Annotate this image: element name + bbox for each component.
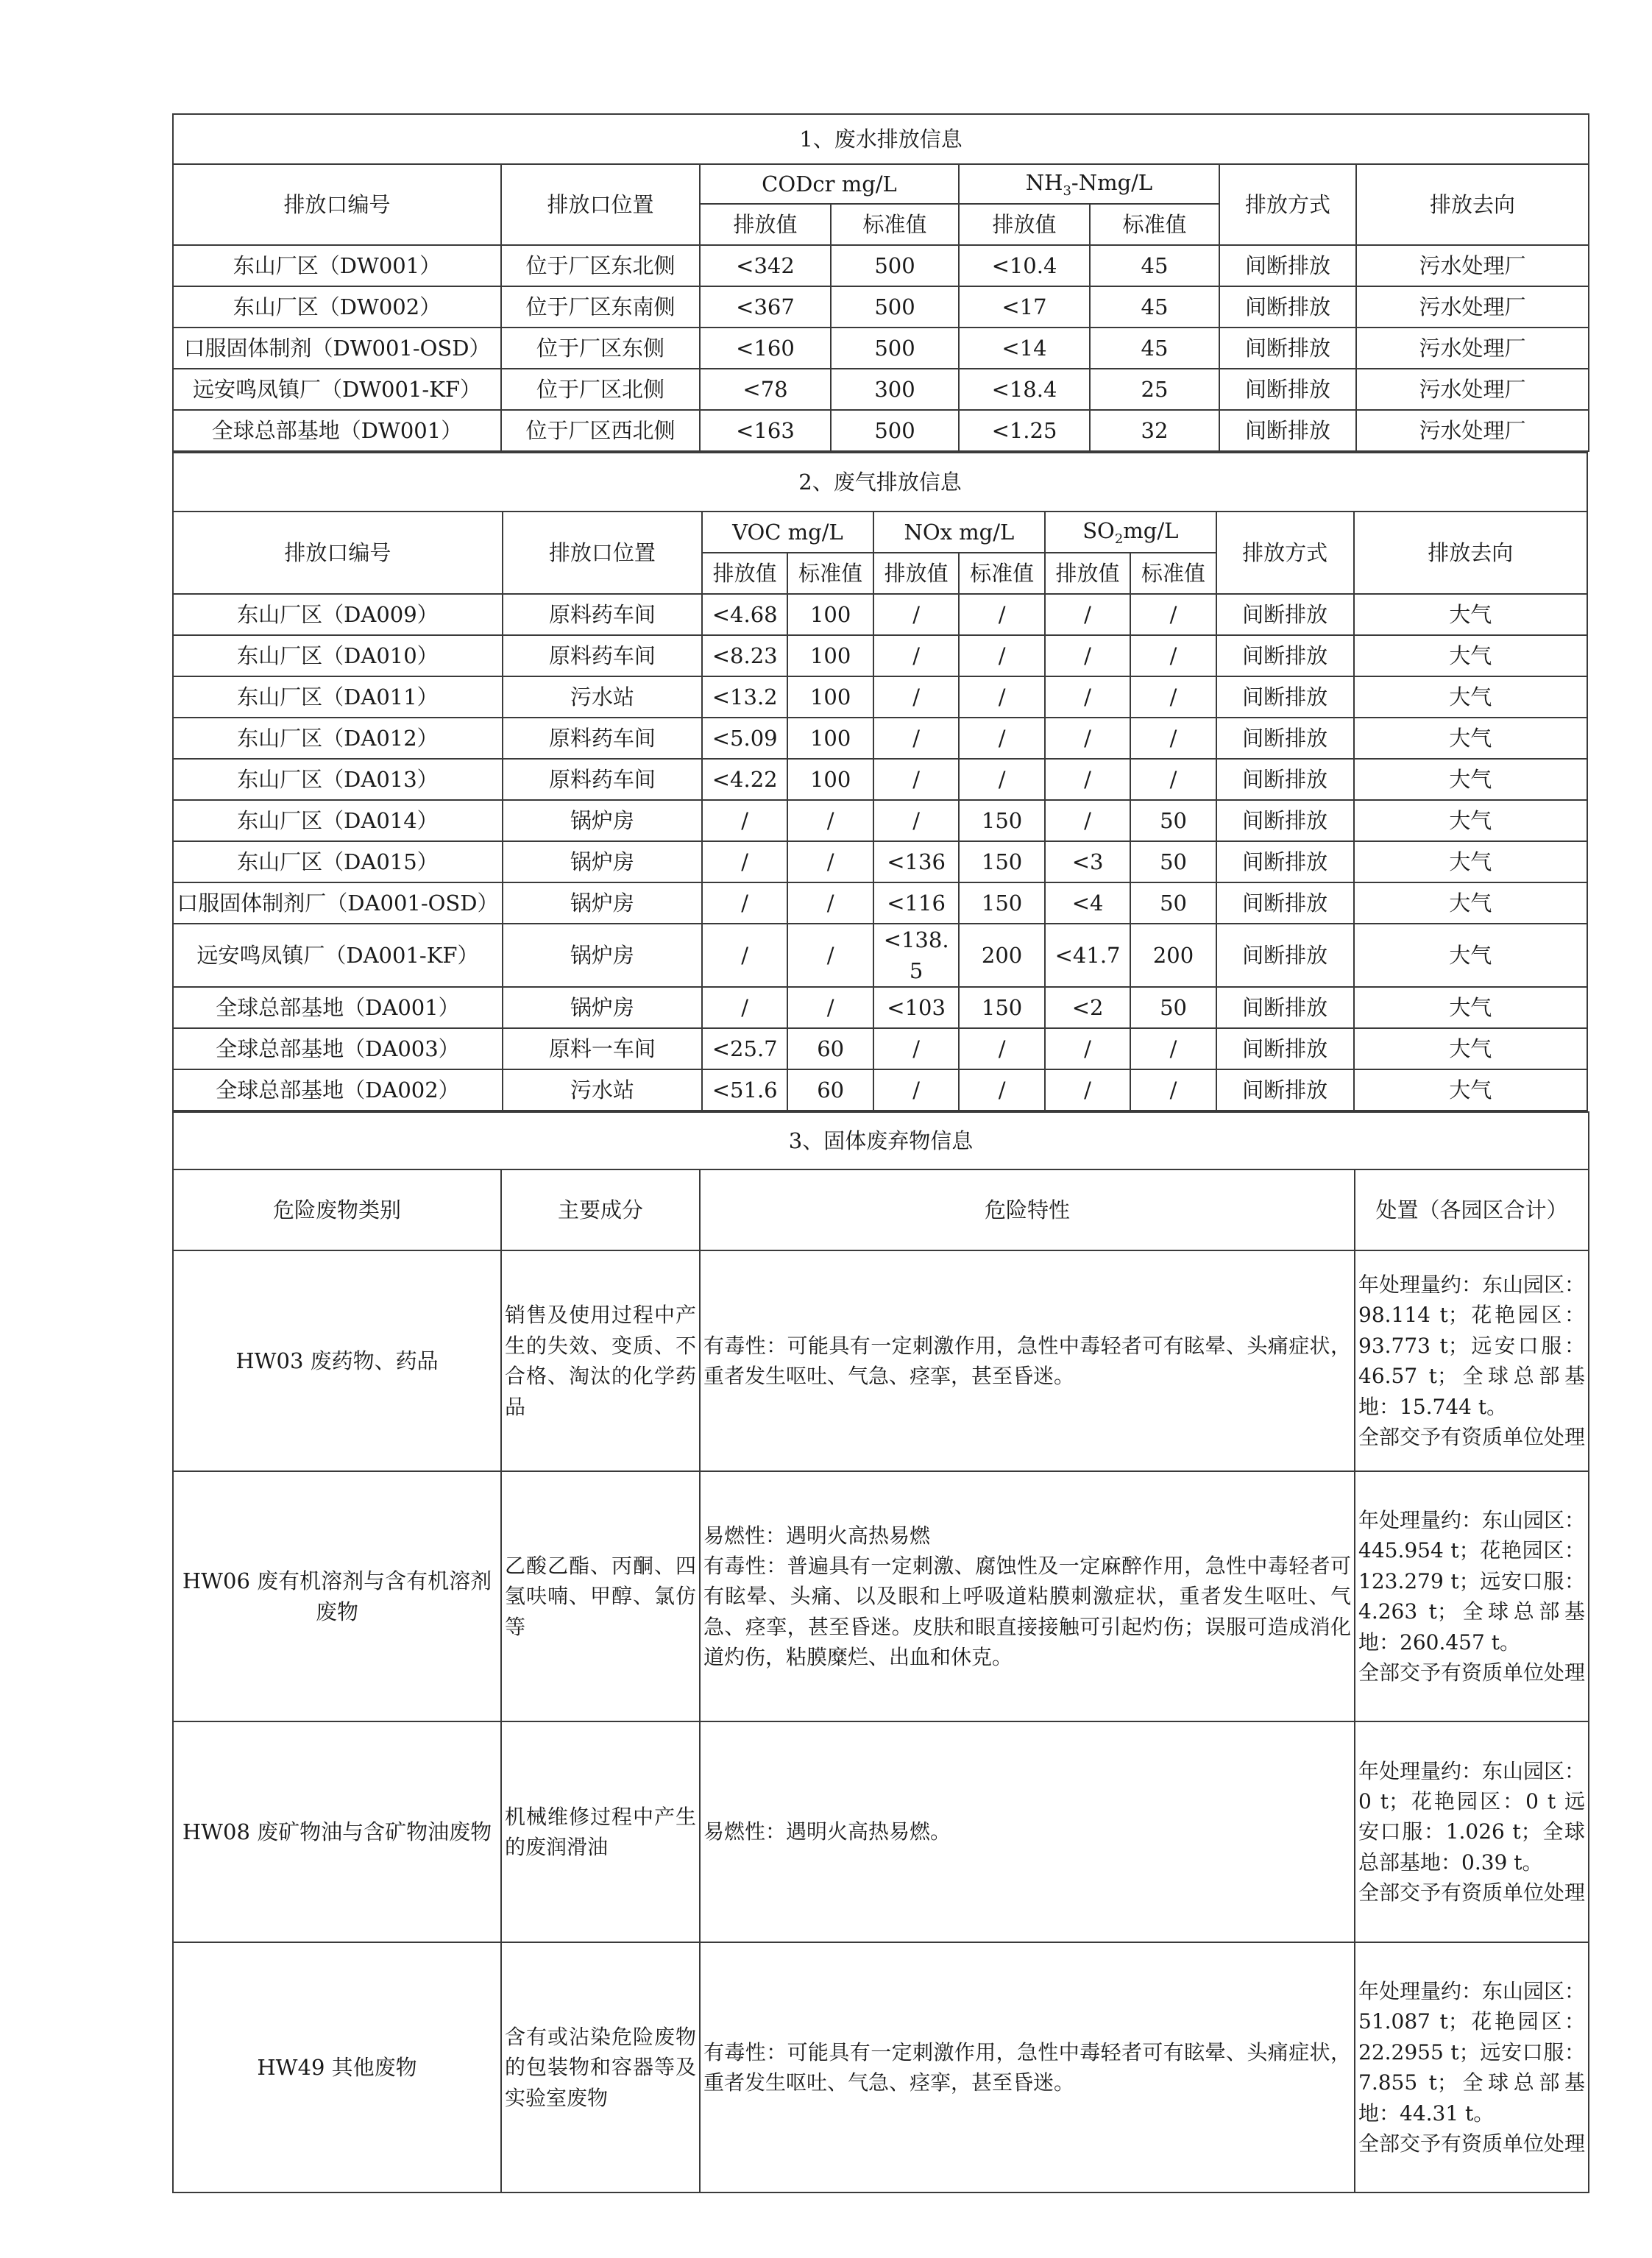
- ww-destination: 污水处理厂: [1356, 369, 1589, 410]
- ww-outlet-id: 远安鸣凤镇厂（DW001-KF）: [173, 369, 501, 410]
- emission-document: [172, 113, 1588, 2193]
- ex-nox-emission: /: [873, 635, 959, 676]
- ex-outlet-id: 口服固体制剂厂（DA001-OSD）: [173, 882, 503, 924]
- ex-nox-emission: <138.5: [873, 924, 959, 987]
- sw-hazard: [700, 1250, 1355, 1471]
- ex-outlet-location: 原料一车间: [503, 1028, 702, 1069]
- table-row: [173, 1471, 1589, 1721]
- ex-so2-standard: /: [1130, 635, 1216, 676]
- ex-voc-emission: <4.68: [702, 594, 787, 635]
- ww-header-mode: 排放方式: [1219, 164, 1356, 245]
- ex-voc-emission: /: [702, 800, 787, 841]
- ww-destination: 污水处理厂: [1356, 245, 1589, 286]
- sw-composition: 含有或沾染危险废物的包装物和容器等及实验室废物: [501, 1942, 700, 2192]
- ex-so2-emission: /: [1045, 1028, 1130, 1069]
- ex-mode: 间断排放: [1216, 882, 1354, 924]
- ex-mode: 间断排放: [1216, 718, 1354, 759]
- solid-waste-table: [172, 1111, 1589, 2193]
- ex-destination: 大气: [1354, 882, 1587, 924]
- ww-destination: 污水处理厂: [1356, 410, 1589, 451]
- ex-outlet-location: 锅炉房: [503, 924, 702, 987]
- ex-voc-standard: 60: [787, 1069, 873, 1111]
- ex-mode: 间断排放: [1216, 1028, 1354, 1069]
- ex-voc-standard: /: [787, 800, 873, 841]
- ww-destination: 污水处理厂: [1356, 286, 1589, 328]
- ww-cod-emission: <342: [700, 245, 831, 286]
- ex-voc-emission: /: [702, 841, 787, 882]
- ex-outlet-location: 锅炉房: [503, 800, 702, 841]
- ex-voc-emission: /: [702, 987, 787, 1028]
- ww-nh3-emission: <18.4: [959, 369, 1090, 410]
- ww-header-outlet-location: 排放口位置: [501, 164, 700, 245]
- ex-so2-emission: <3: [1045, 841, 1130, 882]
- ex-so2-emission: /: [1045, 635, 1130, 676]
- ex-nox-standard: 200: [959, 924, 1044, 987]
- ww-cod-emission: <367: [700, 286, 831, 328]
- ex-header-voc-standard: 标准值: [787, 553, 873, 594]
- ex-voc-emission: <25.7: [702, 1028, 787, 1069]
- sw-disposal-amount: 年处理量约：东山园区：0 t；花艳园区：0 t 远安口服：1.026 t；全球总部基地：0.39 t。: [1358, 1758, 1586, 1875]
- ex-nox-standard: /: [959, 718, 1044, 759]
- ex-so2-emission: /: [1045, 718, 1130, 759]
- ex-destination: 大气: [1354, 800, 1587, 841]
- ex-nox-standard: /: [959, 1028, 1044, 1069]
- sw-disposal-amount: 年处理量约：东山园区：445.954 t；花艳园区：123.279 t；远安口服：4.263 t；全球总部基地：260.457 t。: [1358, 1507, 1586, 1654]
- ex-outlet-location: 污水站: [503, 1069, 702, 1111]
- ex-destination: 大气: [1354, 924, 1587, 987]
- ww-mode: 间断排放: [1219, 369, 1356, 410]
- ww-mode: 间断排放: [1219, 245, 1356, 286]
- sw-hazard-line: 有毒性：可能具有一定刺激作用，急性中毒轻者可有眩晕、头痛症状，重者发生呕吐、气急、痉挛，甚至昏迷。: [703, 2039, 1351, 2095]
- ex-voc-emission: <5.09: [702, 718, 787, 759]
- sw-header-composition: 主要成分: [501, 1169, 700, 1250]
- table-row: [173, 841, 1587, 882]
- solid-waste-section-title: 3、固体废弃物信息: [173, 1112, 1589, 1169]
- ex-outlet-location: 原料药车间: [503, 635, 702, 676]
- table-row: [173, 676, 1587, 718]
- ww-header-outlet-id: 排放口编号: [173, 164, 501, 245]
- sw-hazard-line: 有毒性：可能具有一定刺激作用，急性中毒轻者可有眩晕、头痛症状，重者发生呕吐、气急、痉挛，甚至昏迷。: [703, 1333, 1351, 1389]
- sw-disposal-note: 全部交予有资质单位处理: [1358, 1424, 1586, 1449]
- ex-so2-emission: /: [1045, 1069, 1130, 1111]
- ww-outlet-location: 位于厂区东侧: [501, 328, 700, 369]
- sw-composition: 乙酸乙酯、丙酮、四氢呋喃、甲醇、氯仿等: [501, 1471, 700, 1721]
- table-row: [173, 800, 1587, 841]
- ex-destination: 大气: [1354, 1028, 1587, 1069]
- ex-mode: 间断排放: [1216, 924, 1354, 987]
- sw-hazard: [700, 1721, 1355, 1942]
- ex-voc-standard: 100: [787, 676, 873, 718]
- sw-composition: 机械维修过程中产生的废润滑油: [501, 1721, 700, 1942]
- ex-outlet-id: 东山厂区（DA013）: [173, 759, 503, 800]
- ex-voc-emission: <51.6: [702, 1069, 787, 1111]
- ww-nh3-emission: <1.25: [959, 410, 1090, 451]
- table-row: [173, 1069, 1587, 1111]
- ex-outlet-location: 锅炉房: [503, 882, 702, 924]
- ex-outlet-id: 全球总部基地（DA001）: [173, 987, 503, 1028]
- ex-header-so2-emission: 排放值: [1045, 553, 1130, 594]
- ex-nox-emission: /: [873, 676, 959, 718]
- ex-nox-standard: /: [959, 759, 1044, 800]
- ww-cod-standard: 500: [831, 245, 959, 286]
- ww-cod-emission: <163: [700, 410, 831, 451]
- ex-header-outlet-id: 排放口编号: [173, 512, 503, 594]
- ex-so2-emission: /: [1045, 594, 1130, 635]
- sw-hazard: [700, 1471, 1355, 1721]
- table-row: [173, 594, 1587, 635]
- ex-header-so2: $SO_2mg/L$: [1045, 512, 1216, 553]
- ww-cod-emission: <160: [700, 328, 831, 369]
- ex-voc-standard: 60: [787, 1028, 873, 1069]
- ex-destination: 大气: [1354, 635, 1587, 676]
- sw-header-disposal: 处置（各园区合计）: [1355, 1169, 1589, 1250]
- wastewater-table: [172, 113, 1589, 452]
- table-row: [173, 410, 1589, 451]
- ex-nox-standard: /: [959, 635, 1044, 676]
- table-row: [173, 1028, 1587, 1069]
- ex-nox-emission: /: [873, 718, 959, 759]
- ex-nox-standard: 150: [959, 841, 1044, 882]
- table-row: [173, 924, 1587, 987]
- ex-so2-standard: 200: [1130, 924, 1216, 987]
- ex-header-voc-emission: 排放值: [702, 553, 787, 594]
- ww-cod-standard: 500: [831, 286, 959, 328]
- ww-nh3-emission: <17: [959, 286, 1090, 328]
- ex-voc-standard: 100: [787, 594, 873, 635]
- ex-so2-emission: /: [1045, 676, 1130, 718]
- ex-nox-emission: /: [873, 1028, 959, 1069]
- ex-nox-standard: 150: [959, 987, 1044, 1028]
- ex-voc-standard: 100: [787, 635, 873, 676]
- sw-disposal-note: 全部交予有资质单位处理: [1358, 1660, 1586, 1685]
- ex-nox-emission: /: [873, 594, 959, 635]
- ex-mode: 间断排放: [1216, 759, 1354, 800]
- ex-voc-emission: <13.2: [702, 676, 787, 718]
- ex-nox-emission: /: [873, 1069, 959, 1111]
- ex-so2-standard: /: [1130, 1028, 1216, 1069]
- ex-so2-standard: /: [1130, 718, 1216, 759]
- ex-voc-standard: /: [787, 987, 873, 1028]
- sw-disposal: [1355, 1721, 1589, 1942]
- sw-header-hazard: 危险特性: [700, 1169, 1355, 1250]
- ex-header-outlet-location: 排放口位置: [503, 512, 702, 594]
- ww-cod-standard: 500: [831, 410, 959, 451]
- ex-nox-emission: <136: [873, 841, 959, 882]
- exhaust-table: [172, 452, 1588, 1111]
- ww-cod-standard: 500: [831, 328, 959, 369]
- sw-hazard-line: 易燃性：遇明火高热易燃。: [703, 1819, 951, 1844]
- ex-so2-standard: /: [1130, 594, 1216, 635]
- ex-so2-emission: <2: [1045, 987, 1130, 1028]
- ex-outlet-location: 原料药车间: [503, 594, 702, 635]
- ex-nox-emission: /: [873, 759, 959, 800]
- ww-outlet-id: 全球总部基地（DW001）: [173, 410, 501, 451]
- table-row: [173, 718, 1587, 759]
- ex-voc-emission: /: [702, 882, 787, 924]
- ex-outlet-id: 全球总部基地（DA002）: [173, 1069, 503, 1111]
- table-row: [173, 369, 1589, 410]
- ww-nh3-standard: 25: [1090, 369, 1219, 410]
- ex-nox-emission: <103: [873, 987, 959, 1028]
- ex-voc-standard: /: [787, 841, 873, 882]
- sw-category: HW03 废药物、药品: [173, 1250, 501, 1471]
- sw-composition: 销售及使用过程中产生的失效、变质、不合格、淘汰的化学药品: [501, 1250, 700, 1471]
- ex-destination: 大气: [1354, 676, 1587, 718]
- sw-disposal-note: 全部交予有资质单位处理: [1358, 2131, 1586, 2156]
- table-row: [173, 328, 1589, 369]
- ex-outlet-id: 东山厂区（DA015）: [173, 841, 503, 882]
- ww-outlet-id: 口服固体制剂（DW001-OSD）: [173, 328, 501, 369]
- ex-header-mode: 排放方式: [1216, 512, 1354, 594]
- wastewater-section-title: 1、废水排放信息: [173, 114, 1589, 164]
- ex-nox-emission: <116: [873, 882, 959, 924]
- ex-destination: 大气: [1354, 987, 1587, 1028]
- ex-nox-emission: /: [873, 800, 959, 841]
- ex-so2-emission: /: [1045, 800, 1130, 841]
- ww-outlet-location: 位于厂区东北侧: [501, 245, 700, 286]
- sw-hazard: [700, 1942, 1355, 2192]
- ex-voc-emission: /: [702, 924, 787, 987]
- ww-nh3-standard: 45: [1090, 328, 1219, 369]
- ex-so2-standard: 50: [1130, 882, 1216, 924]
- ex-so2-emission: /: [1045, 759, 1130, 800]
- ex-nox-standard: 150: [959, 800, 1044, 841]
- ww-nh3-emission: <14: [959, 328, 1090, 369]
- table-row: [173, 882, 1587, 924]
- ww-mode: 间断排放: [1219, 328, 1356, 369]
- ex-voc-standard: 100: [787, 759, 873, 800]
- ex-header-so2-standard: 标准值: [1130, 553, 1216, 594]
- ex-voc-emission: <4.22: [702, 759, 787, 800]
- ex-outlet-id: 东山厂区（DA009）: [173, 594, 503, 635]
- ex-nox-standard: /: [959, 676, 1044, 718]
- ww-nh3-standard: 45: [1090, 286, 1219, 328]
- ex-destination: 大气: [1354, 1069, 1587, 1111]
- ex-so2-standard: 50: [1130, 987, 1216, 1028]
- sw-hazard-line: 易燃性：遇明火高热易燃: [703, 1523, 931, 1548]
- ex-outlet-id: 东山厂区（DA014）: [173, 800, 503, 841]
- ex-header-nox-emission: 排放值: [873, 553, 959, 594]
- sw-disposal: [1355, 1250, 1589, 1471]
- ex-nox-standard: /: [959, 594, 1044, 635]
- ex-header-nox-standard: 标准值: [959, 553, 1044, 594]
- ex-outlet-location: 污水站: [503, 676, 702, 718]
- sw-disposal-amount: 年处理量约：东山园区：51.087 t；花艳园区：22.2955 t；远安口服：7.855 t；全球总部基地：44.31 t。: [1358, 1978, 1586, 2126]
- ww-outlet-location: 位于厂区西北侧: [501, 410, 700, 451]
- ex-header-destination: 排放去向: [1354, 512, 1587, 594]
- sw-category: HW08 废矿物油与含矿物油废物: [173, 1721, 501, 1942]
- table-row: [173, 987, 1587, 1028]
- ex-so2-standard: /: [1130, 676, 1216, 718]
- ex-so2-emission: <4: [1045, 882, 1130, 924]
- ww-cod-emission: <78: [700, 369, 831, 410]
- ex-destination: 大气: [1354, 841, 1587, 882]
- sw-disposal-note: 全部交予有资质单位处理: [1358, 1880, 1586, 1905]
- exhaust-section-title: 2、废气排放信息: [173, 453, 1587, 512]
- ex-header-voc: VOC mg/L: [702, 512, 873, 553]
- ex-voc-standard: 100: [787, 718, 873, 759]
- ex-mode: 间断排放: [1216, 841, 1354, 882]
- ww-outlet-id: 东山厂区（DW001）: [173, 245, 501, 286]
- ww-destination: 污水处理厂: [1356, 328, 1589, 369]
- ww-nh3-emission: <10.4: [959, 245, 1090, 286]
- ww-outlet-location: 位于厂区北侧: [501, 369, 700, 410]
- ex-outlet-id: 远安鸣凤镇厂（DA001-KF）: [173, 924, 503, 987]
- ex-voc-standard: /: [787, 924, 873, 987]
- ww-header-nh3: $NH_3-Nmg/L$: [959, 164, 1219, 204]
- ww-outlet-location: 位于厂区东南侧: [501, 286, 700, 328]
- ex-destination: 大气: [1354, 594, 1587, 635]
- ex-outlet-id: 东山厂区（DA011）: [173, 676, 503, 718]
- ww-header-destination: 排放去向: [1356, 164, 1589, 245]
- table-row: [173, 1942, 1589, 2192]
- ex-voc-standard: /: [787, 882, 873, 924]
- table-row: [173, 286, 1589, 328]
- ww-outlet-id: 东山厂区（DW002）: [173, 286, 501, 328]
- ex-so2-emission: <41.7: [1045, 924, 1130, 987]
- ex-destination: 大气: [1354, 759, 1587, 800]
- ex-outlet-location: 原料药车间: [503, 718, 702, 759]
- ex-destination: 大气: [1354, 718, 1587, 759]
- ex-mode: 间断排放: [1216, 594, 1354, 635]
- ex-so2-standard: 50: [1130, 841, 1216, 882]
- ex-mode: 间断排放: [1216, 1069, 1354, 1111]
- ww-mode: 间断排放: [1219, 410, 1356, 451]
- sw-disposal: [1355, 1471, 1589, 1721]
- ex-so2-standard: 50: [1130, 800, 1216, 841]
- ww-nh3-standard: 32: [1090, 410, 1219, 451]
- ex-outlet-location: 原料药车间: [503, 759, 702, 800]
- ww-header-cod-standard: 标准值: [831, 204, 959, 245]
- ww-header-cod-emission: 排放值: [700, 204, 831, 245]
- table-row: [173, 759, 1587, 800]
- ex-outlet-id: 全球总部基地（DA003）: [173, 1028, 503, 1069]
- table-row: [173, 635, 1587, 676]
- sw-disposal-amount: 年处理量约：东山园区：98.114 t；花艳园区：93.773 t；远安口服：46.57 t；全球总部基地：15.744 t。: [1358, 1272, 1586, 1419]
- sw-hazard-line: 有毒性：普遍具有一定刺激、腐蚀性及一定麻醉作用，急性中毒轻者可有眩晕、头痛、以及眼和上呼吸道粘膜刺激症状，重者发生呕吐、气急、痉挛，甚至昏迷。皮肤和眼直接接触可引起灼伤；误服可造成消化道灼伤，粘膜糜烂、出血和休克。: [703, 1553, 1351, 1670]
- ww-header-nh3-standard: 标准值: [1090, 204, 1219, 245]
- ex-voc-emission: <8.23: [702, 635, 787, 676]
- ex-outlet-id: 东山厂区（DA010）: [173, 635, 503, 676]
- ww-nh3-standard: 45: [1090, 245, 1219, 286]
- ex-outlet-location: 锅炉房: [503, 987, 702, 1028]
- sw-category: HW06 废有机溶剂与含有机溶剂废物: [173, 1471, 501, 1721]
- ex-mode: 间断排放: [1216, 987, 1354, 1028]
- ex-so2-standard: /: [1130, 759, 1216, 800]
- ww-cod-standard: 300: [831, 369, 959, 410]
- ex-so2-standard: /: [1130, 1069, 1216, 1111]
- table-row: [173, 1250, 1589, 1471]
- ex-header-nox: NOx mg/L: [873, 512, 1045, 553]
- sw-category: HW49 其他废物: [173, 1942, 501, 2192]
- ww-header-nh3-emission: 排放值: [959, 204, 1090, 245]
- ex-mode: 间断排放: [1216, 635, 1354, 676]
- ex-mode: 间断排放: [1216, 800, 1354, 841]
- ww-header-cod: CODcr mg/L: [700, 164, 959, 204]
- ex-outlet-location: 锅炉房: [503, 841, 702, 882]
- sw-disposal: [1355, 1942, 1589, 2192]
- sw-header-category: 危险废物类别: [173, 1169, 501, 1250]
- ex-mode: 间断排放: [1216, 676, 1354, 718]
- ex-nox-standard: /: [959, 1069, 1044, 1111]
- ww-mode: 间断排放: [1219, 286, 1356, 328]
- ex-outlet-id: 东山厂区（DA012）: [173, 718, 503, 759]
- table-row: [173, 245, 1589, 286]
- ex-nox-standard: 150: [959, 882, 1044, 924]
- table-row: [173, 1721, 1589, 1942]
